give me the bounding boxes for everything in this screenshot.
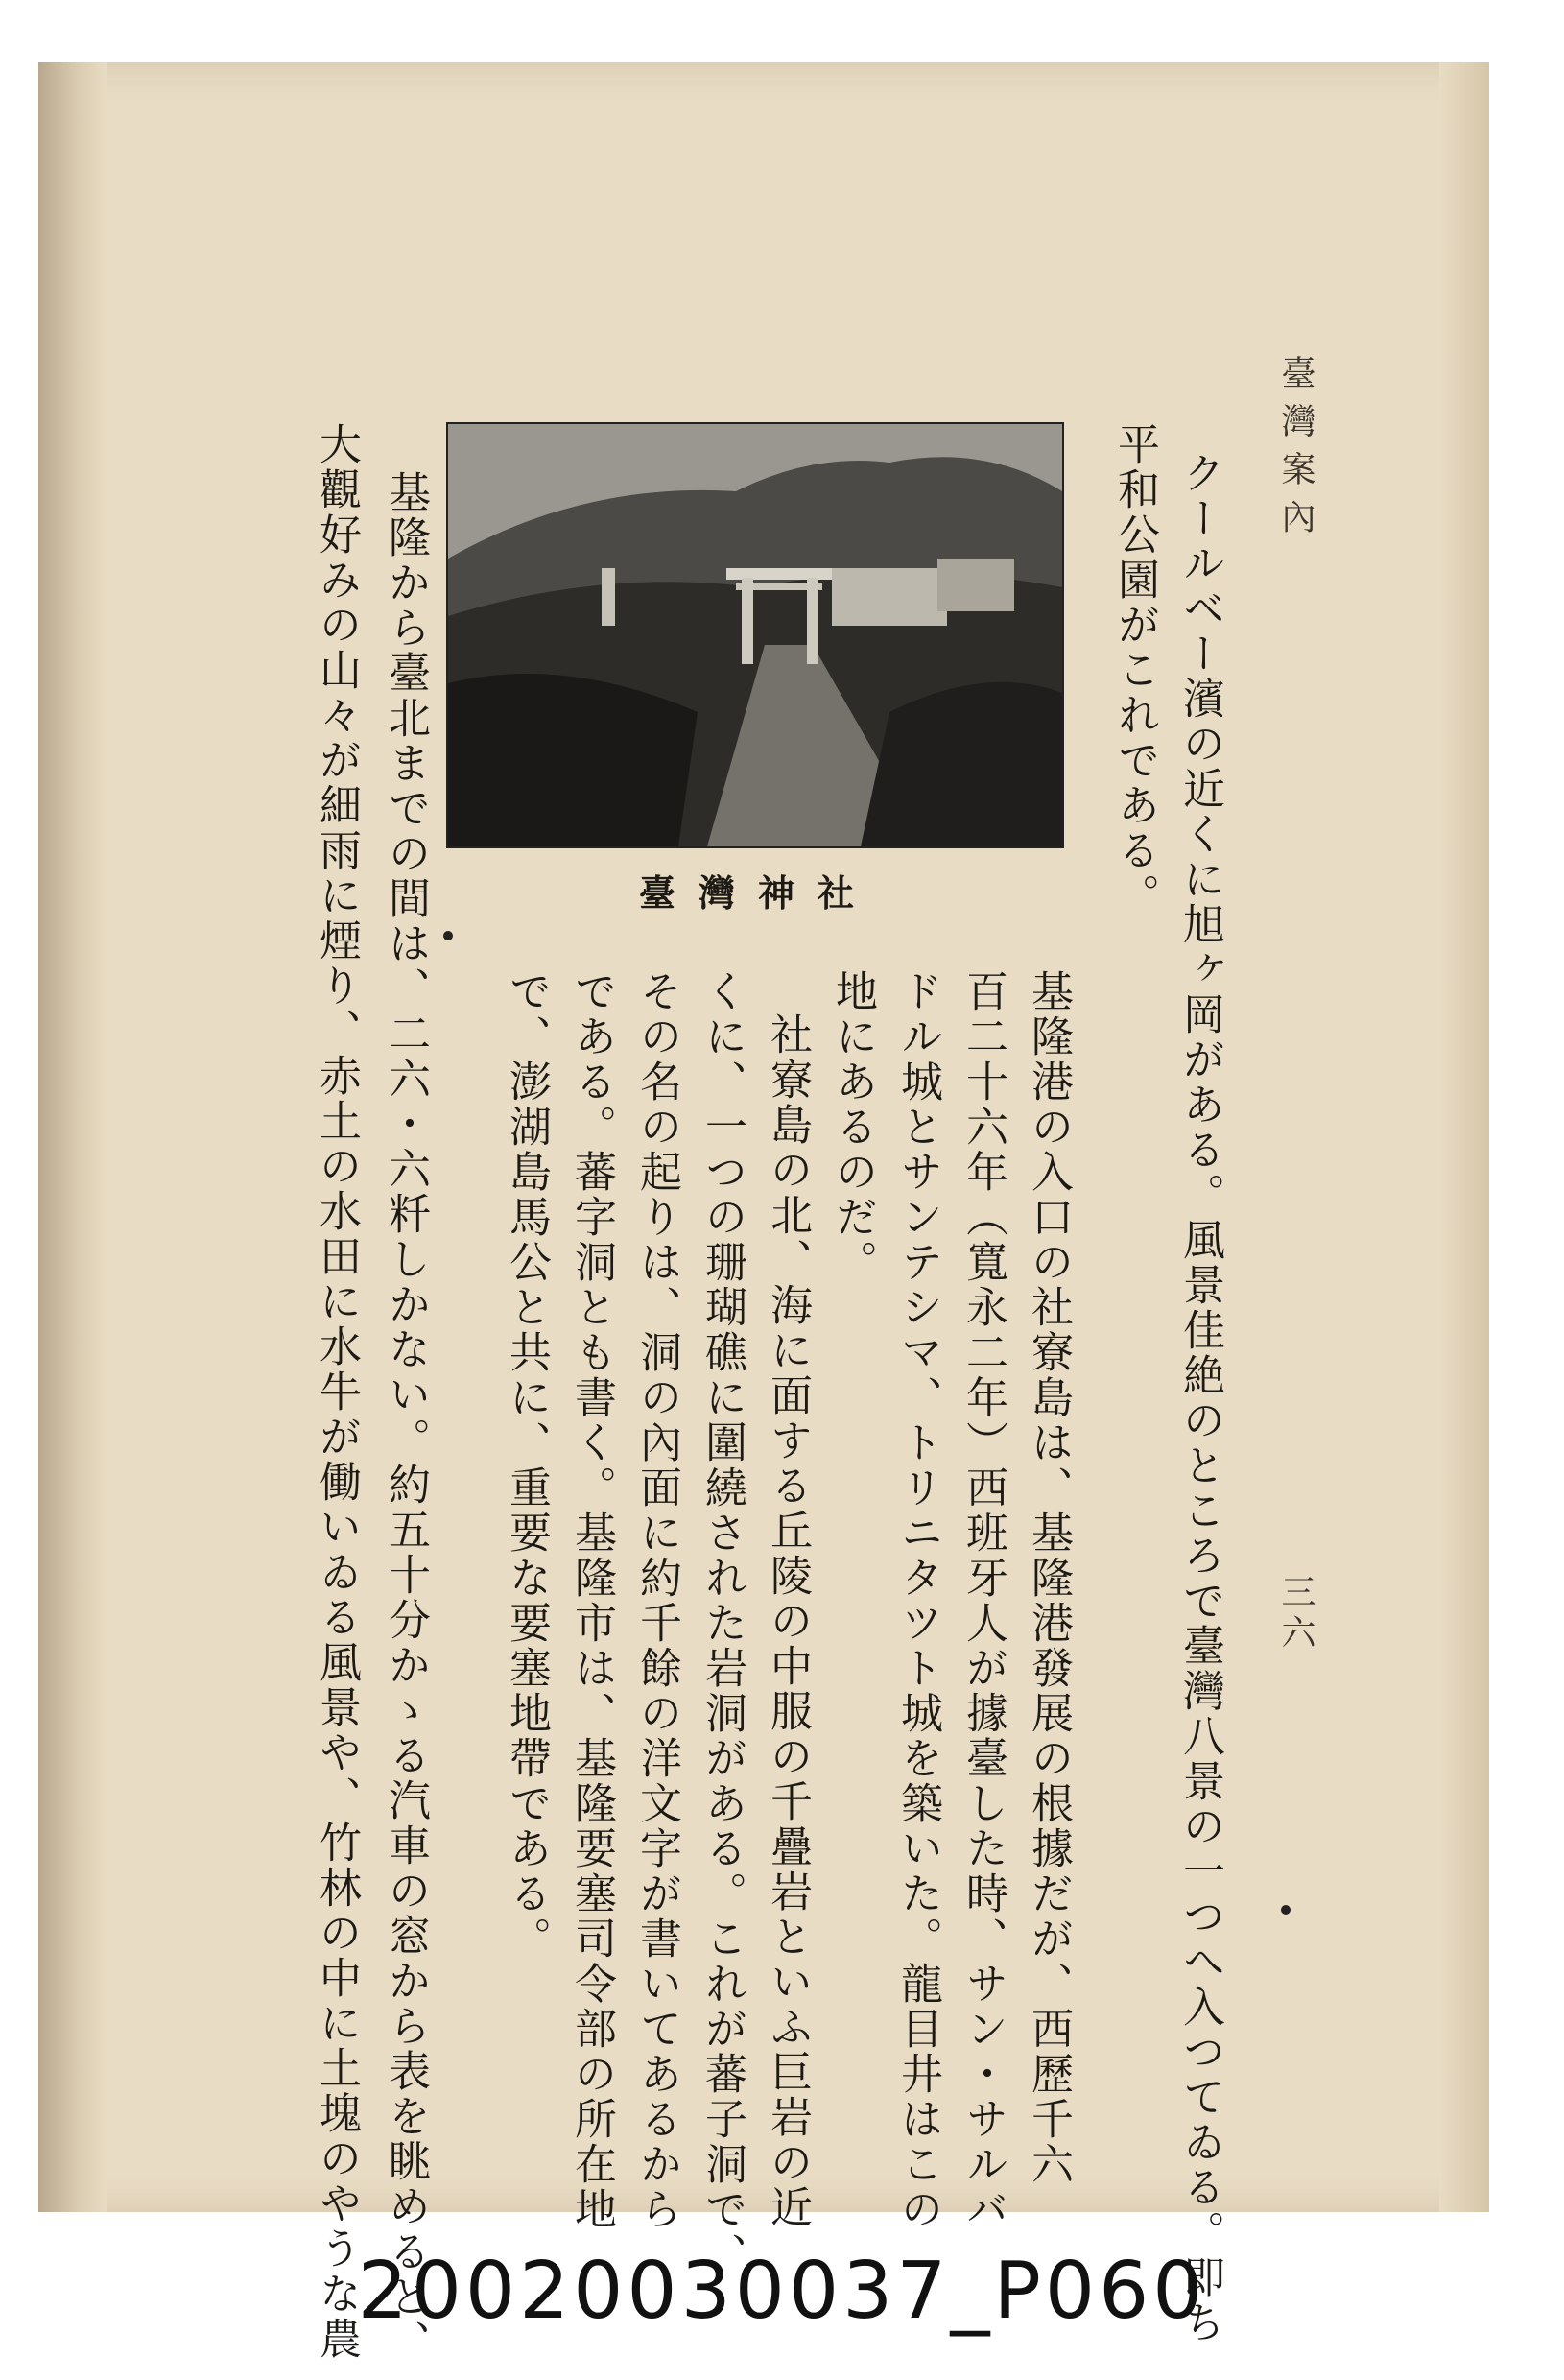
binding-gutter	[38, 62, 107, 2212]
text-column-mid-3: ドル城とサンテシマ、トリニタツト城を築いた。龍目井はこの	[893, 969, 942, 2232]
text-column-mid-7: その名の起りは、洞の內面に約千餘の洋文字が書いてあるから	[632, 969, 681, 2232]
text-column-bottom-1: 基隆から臺北までの間は、二六・六粁しかない。約五十分かゝる汽車の窓から表を眺めると、	[381, 470, 430, 2365]
ink-dot	[1281, 1905, 1291, 1915]
running-title: 臺灣案內	[1276, 355, 1315, 547]
shrine-photo-image	[448, 424, 1062, 846]
photo-caption-text: 臺灣神社	[638, 871, 877, 915]
page-number: 三六	[1276, 1574, 1315, 1654]
shrine-photo	[446, 422, 1064, 848]
page-edge	[1439, 62, 1489, 2212]
photo-caption	[537, 864, 979, 916]
text-column-mid-4: 地にあるのだ。	[828, 969, 877, 1285]
text-column-mid-8: である。蕃字洞とも書く。基隆市は、基隆要塞司令部の所在地	[567, 969, 616, 2232]
text-column-bottom-2: 大觀好みの山々が細雨に煙り、赤土の水田に水牛が働いゐる風景や、竹林の中に土塊のやうな農	[312, 422, 361, 2362]
text-column-mid-6: くに、一つの珊瑚礁に圍繞された岩洞がある。これが蕃子洞で、	[698, 969, 746, 2277]
text-column-top-1: クールベー濱の近くに旭ヶ岡がある。風景佳絶のところで臺灣八景の一つへ入つてゐる。即ち	[1175, 451, 1224, 2345]
ink-dot	[443, 931, 453, 940]
text-column-mid-1: 基隆港の入口の社寮島は、基隆港發展の根據だが、西歷千六	[1024, 969, 1073, 2187]
text-column-top-2: 平和公園がこれである。	[1110, 422, 1159, 918]
text-column-mid-2: 百二十六年（寬永二年）西班牙人が據臺した時、サン・サルバ	[959, 969, 1007, 2232]
text-column-mid-5: 社寮島の北、海に面する丘陵の中服の千疊岩といふ巨岩の近	[763, 1012, 812, 2230]
text-column-mid-9: で、澎湖島馬公と共に、重要な要塞地帶である。	[502, 969, 551, 1962]
archive-page-id: 20020030037_P060	[357, 2246, 1207, 2337]
